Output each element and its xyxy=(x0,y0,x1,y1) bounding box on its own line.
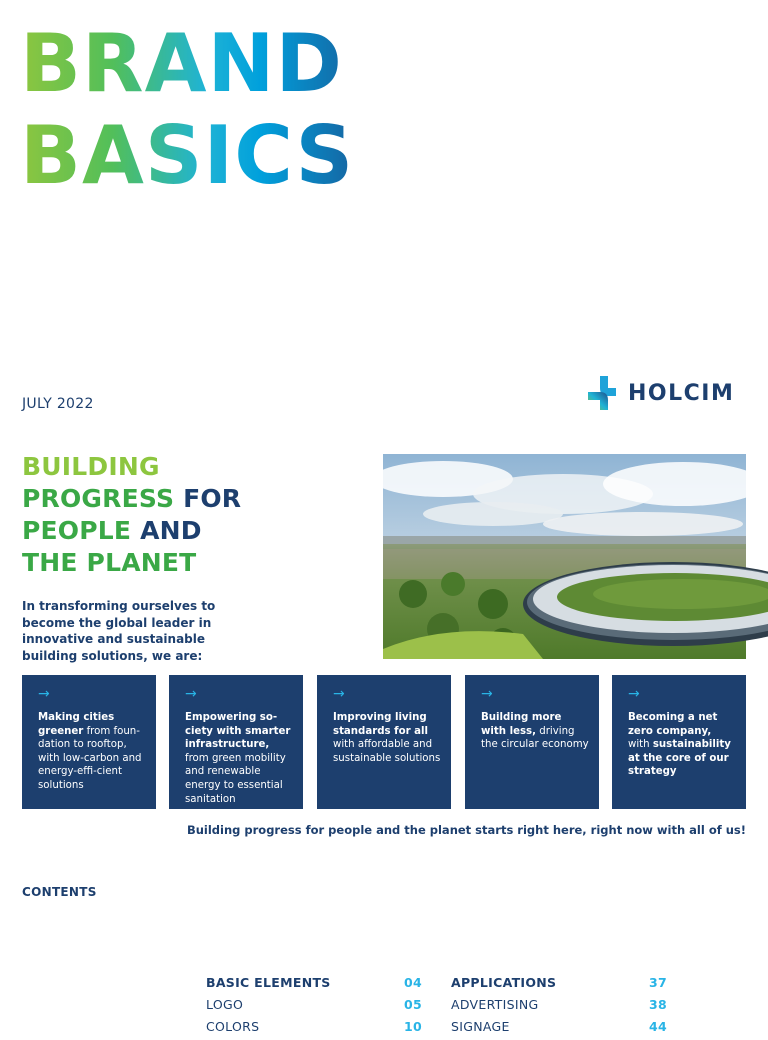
headline-line-1: BUILDING xyxy=(22,452,160,481)
pillar-card-living-standards: → Improving living standards for all with affordable and sustainable solutions xyxy=(317,675,451,809)
logo-wordmark: HOLCIM xyxy=(628,380,735,406)
publication-date: JULY 2022 xyxy=(22,396,94,412)
aerial-campus-photo xyxy=(383,454,746,659)
holcim-logo xyxy=(586,374,734,412)
arrow-right-icon: → xyxy=(185,686,197,702)
toc-entry[interactable]: SIGNAGE 44 xyxy=(451,1019,667,1034)
arrow-right-icon: → xyxy=(38,686,50,702)
toc-entry[interactable]: LOGO 05 xyxy=(206,997,422,1012)
arrow-right-icon: → xyxy=(628,686,640,702)
toc-entry[interactable]: BASIC ELEMENTS 04 xyxy=(206,975,422,990)
pillar-card-net-zero: → Becoming a net zero company, with sustainability at the core of our strategy xyxy=(612,675,746,809)
headline-line-4: THE PLANET xyxy=(22,548,197,577)
intro-paragraph: In transforming ourselves to become the global leader in innovative and sustainable building solutions, we are: xyxy=(22,599,216,663)
headline xyxy=(22,451,362,579)
toc-column-right xyxy=(451,974,667,1040)
toc-column-left xyxy=(206,974,422,1040)
holcim-mark-icon xyxy=(586,374,622,412)
tagline: Building progress for people and the planet starts right here, right now with all of us! xyxy=(186,823,746,837)
pillar-cards xyxy=(22,675,746,809)
title-line-brand: BRAND xyxy=(20,18,390,110)
toc-entry[interactable]: COLORS 10 xyxy=(206,1019,422,1034)
arrow-right-icon: → xyxy=(481,686,493,702)
contents-heading: CONTENTS xyxy=(22,885,97,899)
pillar-card-greener-cities: → Making cities greener from foun-dation to rooftop, with low-carbon and energy-effi-cient solutions xyxy=(22,675,156,809)
title-line-basics: BASICS xyxy=(20,110,390,202)
arrow-right-icon: → xyxy=(333,686,345,702)
headline-line-2: PROGRESS FOR xyxy=(22,484,242,513)
toc-entry[interactable]: APPLICATIONS 37 xyxy=(451,975,667,990)
brand-title xyxy=(20,18,390,202)
toc-entry[interactable]: ADVERTISING 38 xyxy=(451,997,667,1012)
headline-line-3: PEOPLE AND xyxy=(22,516,202,545)
pillar-card-smarter-infrastructure: → Empowering so-ciety with smarter infrastructure, from green mobility and renewable energy to essential sanitation xyxy=(169,675,303,809)
pillar-card-circular-economy: → Building more with less, driving the circular economy xyxy=(465,675,599,809)
